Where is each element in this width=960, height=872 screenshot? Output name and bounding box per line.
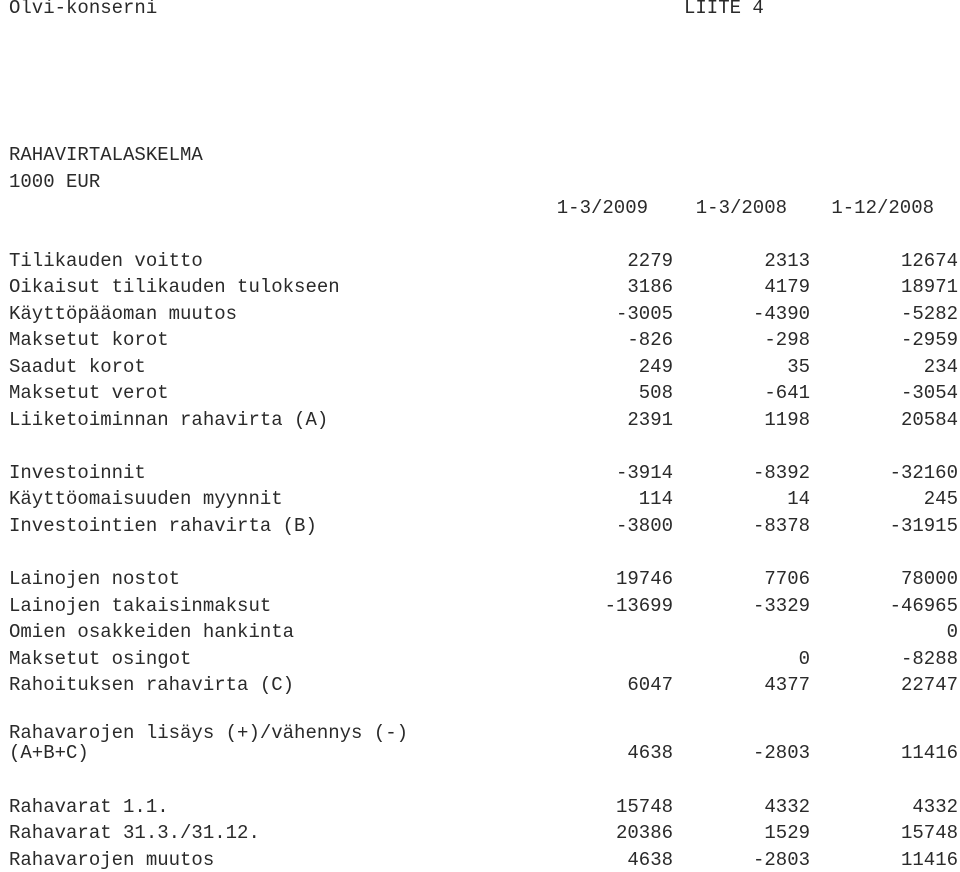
value-q1-2008: 35 [787, 356, 810, 378]
value-q1-2008: 1529 [764, 822, 810, 844]
value-q1-2009: 508 [638, 382, 673, 404]
value-fy-2008: 78000 [900, 568, 958, 590]
value-q1-2009: 3186 [627, 276, 673, 298]
value-fy-2008: -46965 [889, 595, 958, 617]
row-label: Maksetut verot [9, 382, 169, 404]
value-fy-2008: 245 [923, 488, 958, 510]
value-fy-2008: -8288 [900, 648, 958, 670]
value-q1-2008: -641 [764, 382, 810, 404]
row-label: Saadut korot [9, 356, 146, 378]
value-q1-2009: 114 [638, 488, 673, 510]
value-fy-2008: 11416 [900, 849, 958, 871]
row-label: Rahavarojen lisäys (+)/vähennys (-) [9, 722, 409, 744]
value-fy-2008: 18971 [900, 276, 958, 298]
value-q1-2009: 2391 [627, 409, 673, 431]
row-label: Omien osakkeiden hankinta [9, 621, 295, 643]
value-q1-2009: -3005 [615, 303, 673, 325]
row-label: (A+B+C) [9, 742, 89, 764]
row-label: Maksetut korot [9, 329, 169, 351]
value-fy-2008: 20584 [900, 409, 958, 431]
statement-title: RAHAVIRTALASKELMA [9, 144, 203, 166]
row-label: Liiketoiminnan rahavirta (A) [9, 409, 329, 431]
row-label: Oikaisut tilikauden tulokseen [9, 276, 340, 298]
value-q1-2009: 6047 [627, 674, 673, 696]
value-q1-2009: -826 [627, 329, 673, 351]
row-label: Investoinnit [9, 462, 146, 484]
period-header-fy-2008: 1-12/2008 [831, 197, 934, 219]
company-name: Olvi-konserni [9, 0, 158, 19]
value-q1-2009: -13699 [604, 595, 673, 617]
value-fy-2008: 22747 [900, 674, 958, 696]
value-q1-2008: -2803 [752, 849, 810, 871]
row-label: Käyttöomaisuuden myynnit [9, 488, 283, 510]
value-q1-2008: -2803 [752, 742, 810, 764]
value-q1-2009: 15748 [615, 796, 673, 818]
period-header-q1-2009: 1-3/2009 [556, 197, 648, 219]
value-q1-2008: -4390 [752, 303, 810, 325]
row-label: Tilikauden voitto [9, 250, 203, 272]
value-q1-2008: 4332 [764, 796, 810, 818]
row-label: Lainojen takaisinmaksut [9, 595, 272, 617]
row-label: Käyttöpääoman muutos [9, 303, 238, 325]
row-label: Investointien rahavirta (B) [9, 515, 317, 537]
value-q1-2009: 249 [638, 356, 673, 378]
value-q1-2008: 4377 [764, 674, 810, 696]
value-q1-2008: -298 [764, 329, 810, 351]
value-q1-2009: 20386 [615, 822, 673, 844]
appendix-label: LIITE 4 [684, 0, 764, 19]
row-label: Rahoituksen rahavirta (C) [9, 674, 295, 696]
value-fy-2008: 11416 [900, 742, 958, 764]
value-fy-2008: 12674 [900, 250, 958, 272]
value-fy-2008: 15748 [900, 822, 958, 844]
row-label: Lainojen nostot [9, 568, 181, 590]
value-q1-2008: 14 [787, 488, 810, 510]
value-q1-2009: 4638 [627, 849, 673, 871]
row-label: Rahavarojen muutos [9, 849, 215, 871]
row-label: Rahavarat 1.1. [9, 796, 169, 818]
row-label: Maksetut osingot [9, 648, 192, 670]
row-label: Rahavarat 31.3./31.12. [9, 822, 260, 844]
value-fy-2008: 0 [946, 621, 958, 643]
value-fy-2008: -31915 [889, 515, 958, 537]
unit-label: 1000 EUR [9, 171, 101, 193]
value-fy-2008: -2959 [900, 329, 958, 351]
value-q1-2008: -3329 [752, 595, 810, 617]
value-fy-2008: -3054 [900, 382, 958, 404]
value-fy-2008: -32160 [889, 462, 958, 484]
value-q1-2009: 4638 [627, 742, 673, 764]
value-q1-2009: 2279 [627, 250, 673, 272]
value-q1-2009: -3800 [615, 515, 673, 537]
value-q1-2008: -8392 [752, 462, 810, 484]
value-q1-2009: -3914 [615, 462, 673, 484]
value-fy-2008: 234 [923, 356, 958, 378]
value-q1-2008: 0 [798, 648, 810, 670]
value-fy-2008: -5282 [900, 303, 958, 325]
value-q1-2009: 19746 [615, 568, 673, 590]
value-q1-2008: 7706 [764, 568, 810, 590]
value-q1-2008: 4179 [764, 276, 810, 298]
value-fy-2008: 4332 [912, 796, 958, 818]
period-header-q1-2008: 1-3/2008 [695, 197, 787, 219]
value-q1-2008: 2313 [764, 250, 810, 272]
value-q1-2008: 1198 [764, 409, 810, 431]
value-q1-2008: -8378 [752, 515, 810, 537]
